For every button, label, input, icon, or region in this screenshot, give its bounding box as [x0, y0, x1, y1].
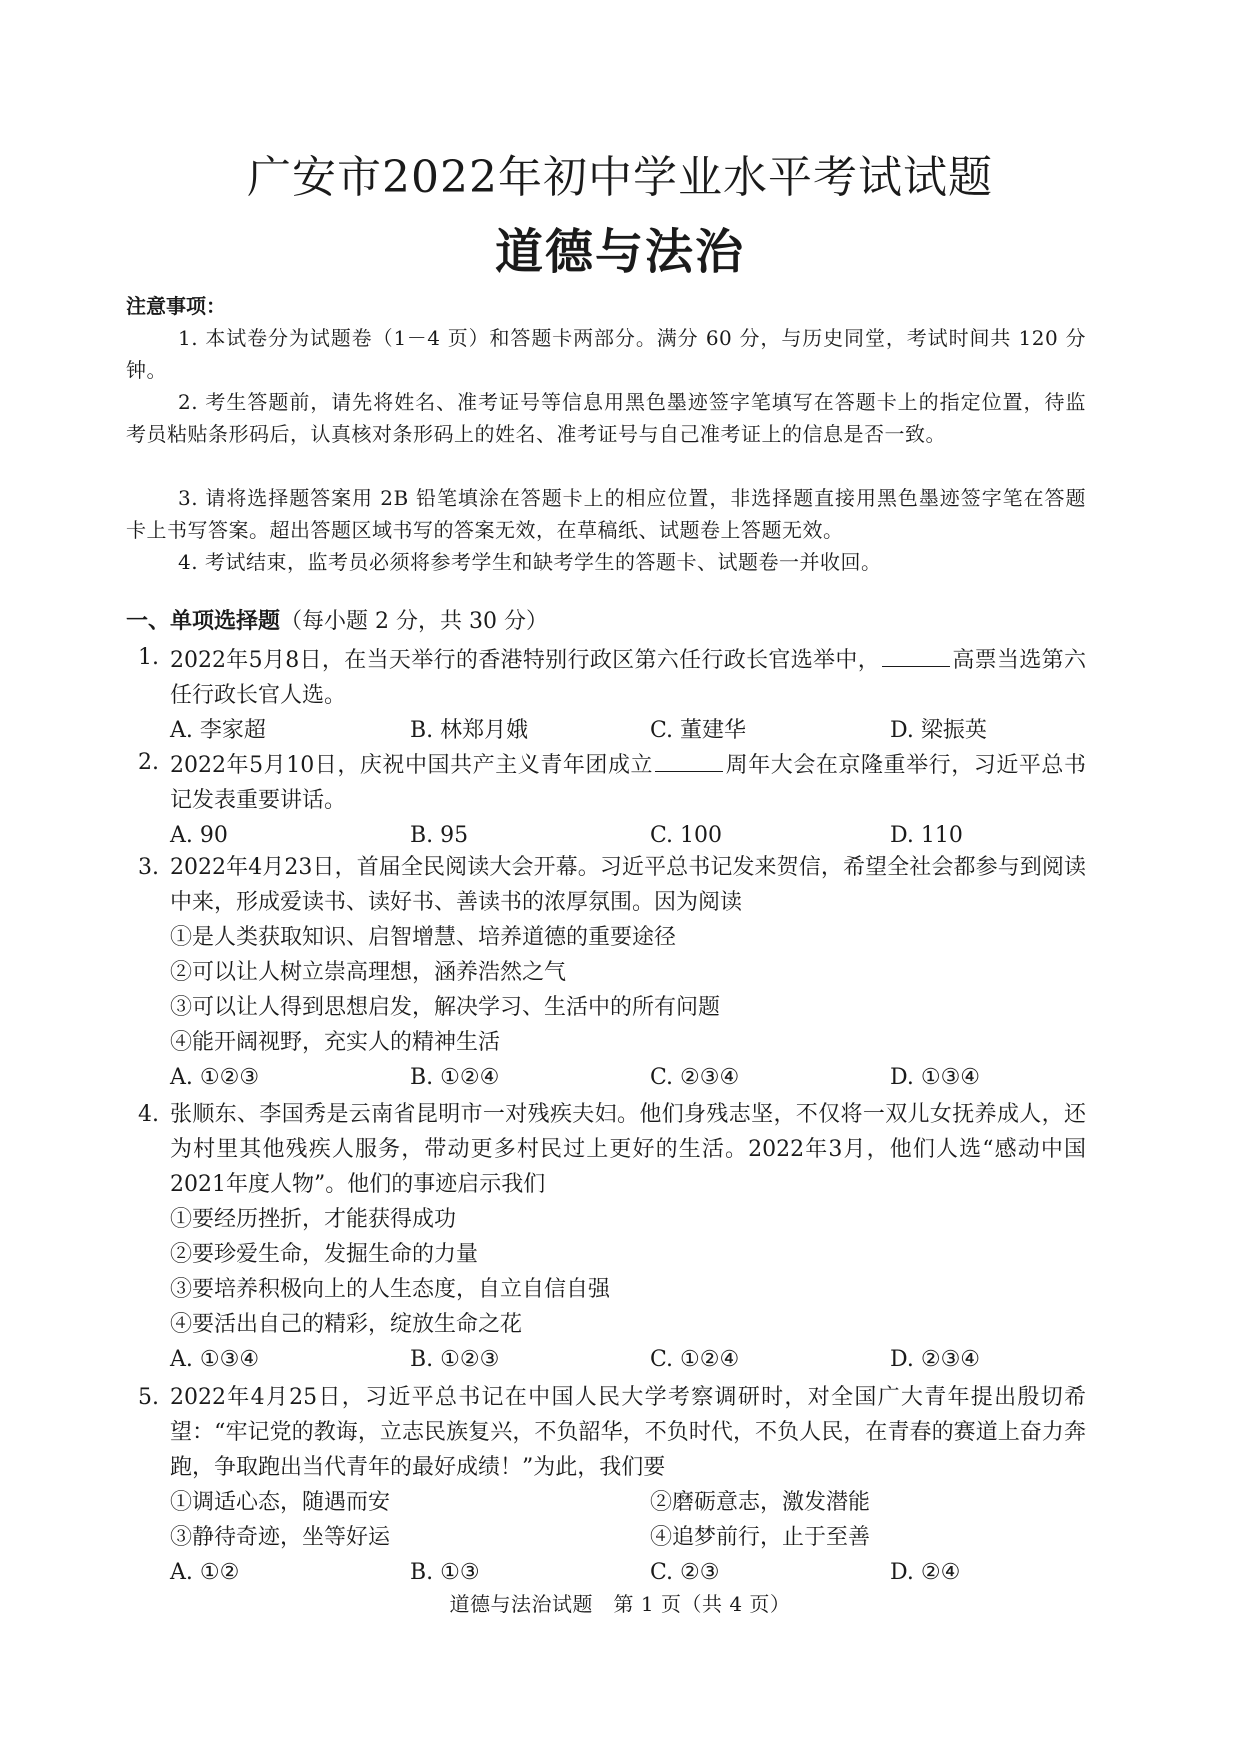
option-a: A. ①② [170, 1560, 240, 1585]
option-row [126, 1060, 1086, 1095]
notice-item: 2. 考生答题前，请先将姓名、准考证号等信息用黑色墨迹签字笔填写在答题卡上的指定位置，待监考员粘贴条形码后，认真核对条形码上的姓名、准考证号与自己准考证上的信息是否一致。 [126, 390, 1086, 446]
section-heading [126, 606, 548, 638]
statement: ③可以让人得到思想启发，解决学习、生活中的所有问题 [170, 995, 721, 1020]
statement: ④追梦前行，止于至善 [650, 1525, 871, 1550]
section-title: 一、单项选择题 [126, 609, 281, 634]
statement: ②要珍爱生命，发掘生命的力量 [170, 1242, 479, 1267]
statement: ③要培养积极向上的人生态度，自立自信自强 [170, 1277, 611, 1302]
statement: ①调适心态，随遇而安 [170, 1490, 391, 1515]
option-b: B. 95 [410, 823, 469, 848]
question-stem: 2022年4月23日，首届全民阅读大会开幕。习近平总书记发来贺信，希望全社会都参与到阅读中来，形成爱读书、读好书、善读书的浓厚氛围。因为阅读 [170, 855, 1086, 915]
notice-heading: 注意事项： [126, 294, 226, 318]
subject-title: 道德与法治 [494, 224, 745, 280]
option-a: A. 90 [170, 823, 228, 848]
answer-blank [655, 745, 723, 772]
statement: ①要经历挫折，才能获得成功 [170, 1207, 457, 1232]
option-row [126, 1555, 1086, 1590]
option-row [126, 1342, 1086, 1377]
statement: ①是人类获取知识、启智增慧、培养道德的重要途径 [170, 925, 677, 950]
page-footer: 道德与法治试题 第 1 页（共 4 页） [449, 1592, 791, 1616]
question-number: 3. [138, 855, 159, 880]
question-2 [126, 745, 1086, 853]
question-1 [126, 640, 1086, 748]
notice-item: 1. 本试卷分为试题卷（1－4 页）和答题卡两部分。满分 60 分，与历史同堂，考试时间共 120 分钟。 [126, 326, 1086, 382]
option-b: B. ①②④ [410, 1065, 500, 1090]
option-c: C. 董建华 [650, 718, 747, 743]
statement: ④能开阔视野，充实人的精神生活 [170, 1030, 501, 1055]
question-stem: 2022年4月25日，习近平总书记在中国人民大学考察调研时，对全国广大青年提出殷切希望：“牢记党的教诲，立志民族复兴，不负韶华，不负时代，不负人民，在青春的赛道上奋力奔跑，争取跑出当代青年的最好成绩！”为此，我们要 [170, 1385, 1086, 1480]
option-c: C. ①②④ [650, 1347, 740, 1372]
question-3 [126, 850, 1086, 1095]
option-a: A. ①③④ [170, 1347, 260, 1372]
statement-grid [126, 1485, 1086, 1555]
option-b: B. ①②③ [410, 1347, 500, 1372]
statement: ③静待奇迹，坐等好运 [170, 1525, 391, 1550]
question-number: 2. [138, 750, 159, 775]
option-d: D. 梁振英 [890, 718, 987, 743]
question-stem: 2022年5月8日，在当天举行的香港特别行政区第六任行政长官选举中， 高票当选第六任行政长官人选。 [170, 640, 1086, 713]
option-a: A. 李家超 [170, 718, 266, 743]
question-5 [126, 1380, 1086, 1590]
question-number: 5. [138, 1385, 159, 1410]
option-c: C. ②③④ [650, 1065, 740, 1090]
statement: ④要活出自己的精彩，绽放生命之花 [170, 1312, 523, 1337]
option-d: D. ①③④ [890, 1065, 981, 1090]
option-d: D. ②④ [890, 1560, 961, 1585]
section-note: （每小题 2 分，共 30 分） [280, 609, 548, 634]
question-stem: 2022年5月10日，庆祝中国共产主义青年团成立 周年大会在京隆重举行，习近平总书记发表重要讲话。 [170, 745, 1086, 818]
statement: ②可以让人树立崇高理想，涵养浩然之气 [170, 960, 567, 985]
statement: ②磨砺意志，激发潜能 [650, 1490, 871, 1515]
option-row [126, 818, 1086, 853]
question-stem: 张顺东、李国秀是云南省昆明市一对残疾夫妇。他们身残志坚，不仅将一双儿女抚养成人，还为村里其他残疾人服务，带动更多村民过上更好的生活。2022年3月，他们人选“感动中国2021年度人物”。他们的事迹启示我们 [170, 1102, 1086, 1197]
notice-item: 3. 请将选择题答案用 2B 铅笔填涂在答题卡上的相应位置，非选择题直接用黑色墨迹签字笔在答题卡上书写答案。超出答题区域书写的答案无效，在草稿纸、试题卷上答题无效。 [126, 486, 1086, 542]
option-b: B. 林郑月娥 [410, 718, 529, 743]
option-a: A. ①②③ [170, 1065, 260, 1090]
exam-title: 广安市2022年初中学业水平考试试题 [247, 152, 993, 203]
notice-item: 4. 考试结束，监考员必须将参考学生和缺考学生的答题卡、试题卷一并收回。 [178, 550, 882, 574]
question-number: 4. [138, 1102, 159, 1127]
option-c: C. ②③ [650, 1560, 720, 1585]
option-row [126, 713, 1086, 748]
option-d: D. ②③④ [890, 1347, 981, 1372]
question-number: 1. [138, 645, 159, 670]
option-b: B. ①③ [410, 1560, 480, 1585]
option-d: D. 110 [890, 823, 963, 848]
answer-blank [882, 640, 950, 667]
option-c: C. 100 [650, 823, 723, 848]
question-4 [126, 1097, 1086, 1377]
